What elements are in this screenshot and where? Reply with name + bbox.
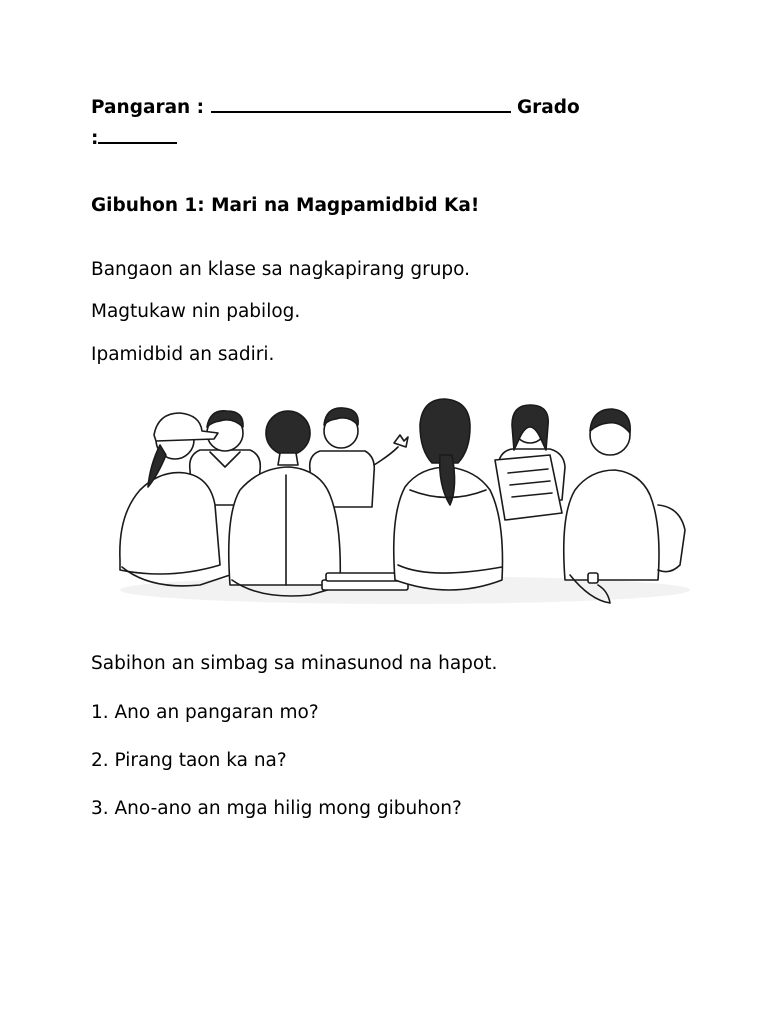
- grade-label: Grado: [516, 97, 580, 118]
- grade-row: [91, 124, 177, 151]
- grade-blank: [98, 124, 177, 144]
- child-figure: [394, 399, 503, 590]
- child-figure: [120, 413, 230, 586]
- questions-prompt: Sabihon an simbag sa minasunod na hapot.: [91, 653, 498, 674]
- child-figure: [495, 405, 565, 520]
- grade-colon: :: [91, 128, 99, 149]
- name-grade-row: [91, 93, 580, 120]
- name-blank: [211, 93, 511, 113]
- child-figure: [564, 409, 685, 603]
- instruction-line: Magtukaw nin pabilog.: [91, 301, 301, 322]
- activity-title: Gibuhon 1: Mari na Magpamidbid Ka!: [91, 195, 480, 216]
- instruction-line: Ipamidbid an sadiri.: [91, 344, 275, 365]
- question-item: 1. Ano an pangaran mo?: [91, 702, 319, 723]
- name-label: Pangaran :: [91, 97, 205, 118]
- question-item: 2. Pirang taon ka na?: [91, 750, 287, 771]
- instruction-line: Bangaon an klase sa nagkapirang grupo.: [91, 259, 471, 280]
- children-sitting-in-circle-drawing: [110, 395, 700, 610]
- question-item: 3. Ano-ano an mga hilig mong gibuhon?: [91, 798, 462, 819]
